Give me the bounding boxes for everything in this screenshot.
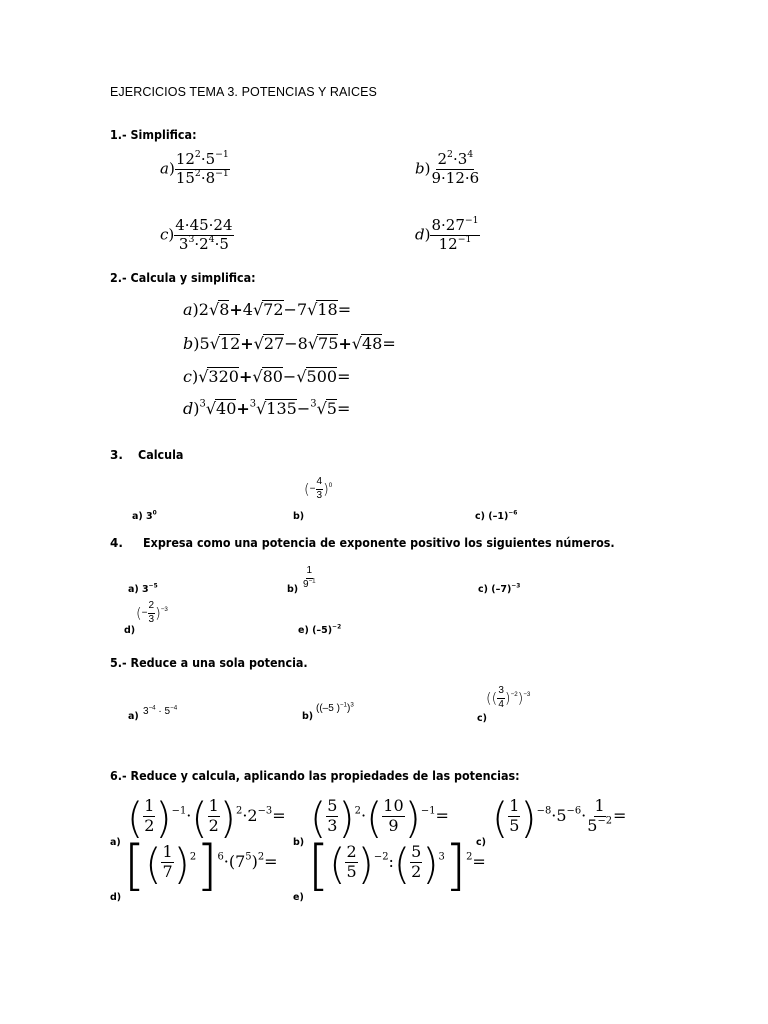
exercise-3a: a) $3^0$ bbox=[132, 510, 157, 522]
exercise-5a-expr: $3^{-4} \cdot 5^{-4}$ bbox=[143, 704, 178, 717]
exercise-1b: b) $\frac{2^2\cdot 3^4}{9\cdot 12\cdot 6}$ bbox=[415, 149, 480, 187]
exercise-6a-label: a) bbox=[110, 837, 121, 848]
section-6-header: 6.- Reduce y calcula, aplicando las propiedades de las potencias: bbox=[110, 769, 520, 783]
section-3-header: Calcula bbox=[138, 448, 184, 462]
exercise-2a: a)2√8+4√72−7√18= bbox=[183, 300, 352, 319]
exercise-4e: e) $(-5)^{-2}$ bbox=[298, 624, 342, 636]
exercise-4d-label: d) bbox=[124, 625, 136, 636]
exercise-6d-expr: [( $\frac{1}{7}$ )$^2]^6\cdot(7^5)^2=$ bbox=[124, 834, 278, 898]
section-4-number: 4. bbox=[110, 536, 123, 550]
exercise-4b-expr: $\frac{1}{9^{-1}}$ bbox=[303, 565, 316, 590]
exercise-6a-expr: ( $\frac{1}{2}$ )$^{-1}$·( $\frac{1}{2}$ )$^2\cdot 2^{-3}=$ bbox=[127, 793, 286, 843]
exercise-1c: c) $\frac{4\cdot 45\cdot 24}{3^3\cdot 2^4\cdot 5}$ bbox=[160, 216, 233, 253]
exercise-2b: b)5√12+√27−8√75+√48= bbox=[183, 334, 396, 353]
section-2-header: 2.- Calcula y simplifica: bbox=[110, 271, 256, 285]
exercise-4a: a) $3^{-5}$ bbox=[128, 583, 158, 595]
exercise-3b-label: b) bbox=[293, 511, 305, 522]
exercise-4d-expr: (− $\frac{2}{3}$ )$^{-3}$ bbox=[136, 600, 168, 625]
exercise-6e-expr: [( $\frac{2}{5}$ )$^{-2}$:( $\frac{5}{2}$ )$^3$]$^2$= bbox=[308, 834, 486, 898]
exercise-6b-expr: ( $\frac{5}{3}$ )$^2$·( $\frac{10}{9}$ )$^{-1}$= bbox=[310, 793, 449, 843]
exercise-5c-label: c) bbox=[477, 713, 487, 724]
section-1-header: 1.- Simplifica: bbox=[110, 128, 197, 142]
section-4-header: Expresa como una potencia de exponente positivo los siguientes números. bbox=[143, 536, 615, 550]
exercise-4c: c) $(-7)^{-3}$ bbox=[478, 583, 521, 595]
exercise-6c-label: c) bbox=[476, 837, 486, 848]
section-3-number: 3. bbox=[110, 448, 123, 462]
exercise-1a: a) $\frac{12^2\cdot 5^{-1}}{15^2\cdot 8^{-1}}$ bbox=[160, 149, 229, 187]
exercise-1d: d) $\frac{8\cdot 27^{-1}}{12^{-1}}$ bbox=[415, 215, 479, 253]
exercise-4b-label: b) bbox=[287, 584, 299, 595]
exercise-6b-label: b) bbox=[293, 837, 305, 848]
exercise-6d-label: d) bbox=[110, 892, 122, 903]
exercise-6c-expr: ( $\frac{1}{5}$ )$^{-8}\cdot 5^{-6}\cdot$ $\frac{1}{5^{-2}}$ = bbox=[492, 793, 627, 843]
section-5-header: 5.- Reduce a una sola potencia. bbox=[110, 656, 308, 670]
exercise-5b-expr: ((–5 )$^{-1}$)$^3$ bbox=[316, 701, 354, 714]
page-title: EJERCICIOS TEMA 3. POTENCIAS Y RAICES bbox=[110, 85, 377, 99]
exercise-2d: d)$^3$√40+$^3$√135−$^3$√5= bbox=[183, 398, 351, 418]
exercise-5a-label: a) bbox=[128, 711, 139, 722]
exercise-3b-expr: (− $\frac{4}{3}$ )$^0$ bbox=[304, 476, 333, 501]
exercise-5b-label: b) bbox=[302, 711, 314, 722]
exercise-3c: c) $(-1)^{-6}$ bbox=[475, 510, 518, 522]
exercise-5c-expr: (( $\frac{3}{4}$ )$^{-2}$)$^{-3}$ bbox=[486, 685, 531, 710]
exercise-6e-label: e) bbox=[293, 892, 304, 903]
exercise-2c: c)√320+√80−√500= bbox=[183, 367, 351, 386]
